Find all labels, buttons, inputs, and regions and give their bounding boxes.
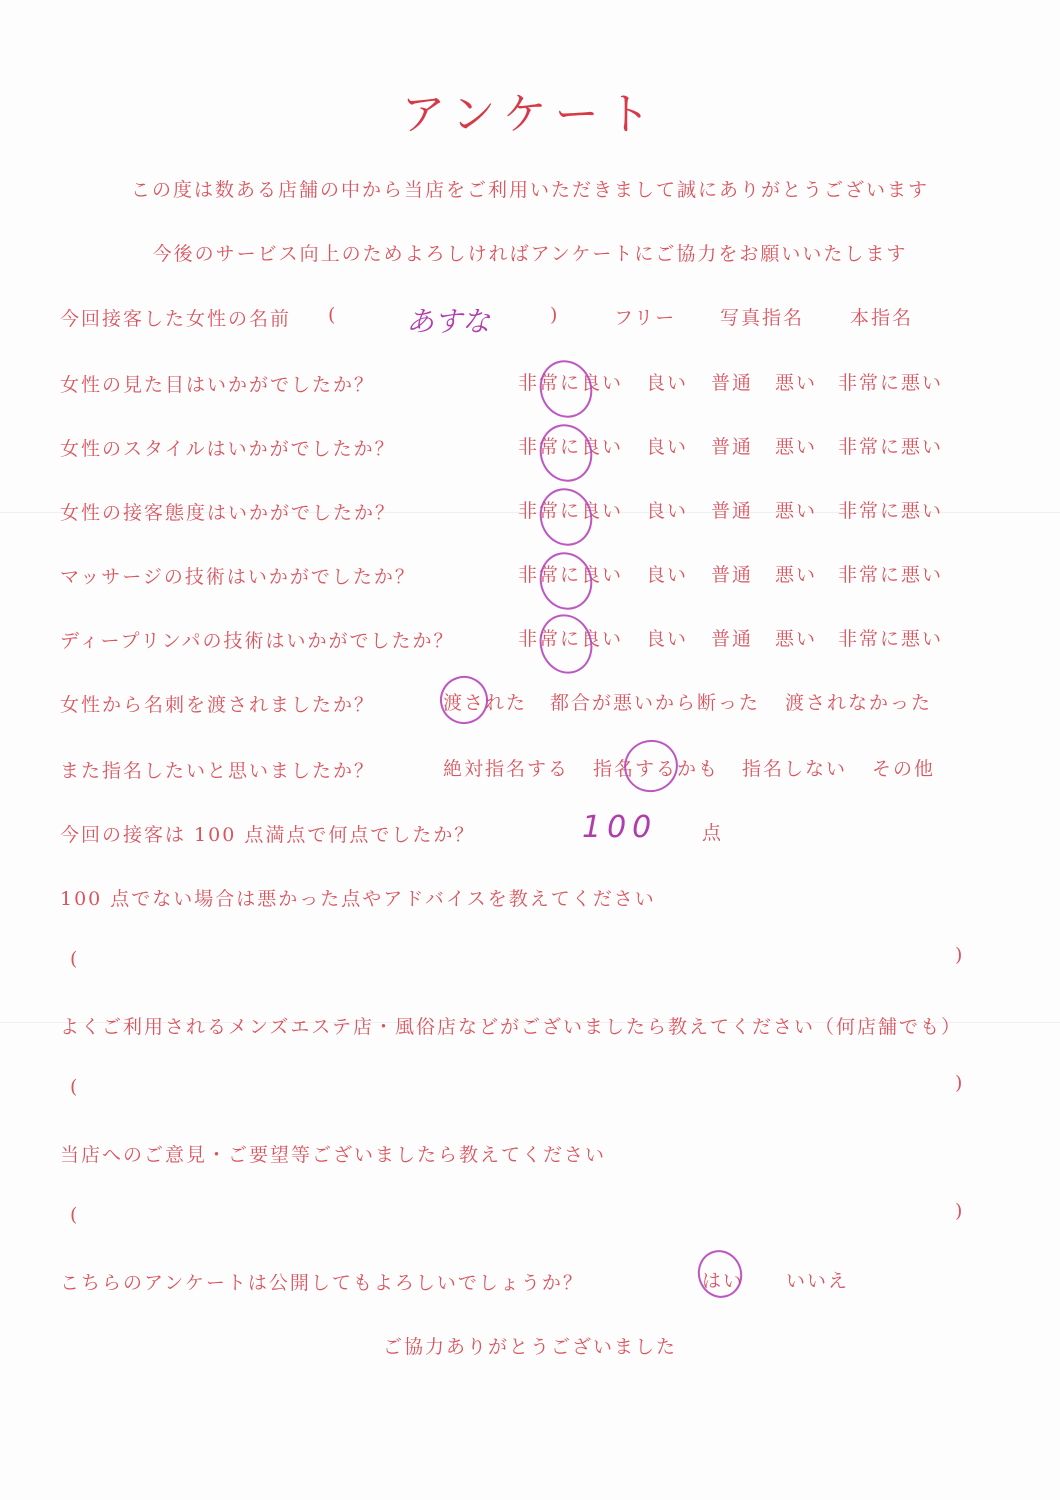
rating-question-style: 女性のスタイルはいかがでしたか？: [60, 438, 396, 460]
rating-option-average[interactable]: 普通: [711, 436, 754, 458]
rating-option-average[interactable]: 普通: [711, 500, 754, 522]
other-shops-close-paren: ): [955, 1072, 963, 1094]
business-card-question: 女性から名刺を渡されましたか？: [60, 694, 376, 716]
opinions-open-paren: (: [70, 1204, 78, 1226]
rating-option-good[interactable]: 良い: [646, 436, 689, 458]
option-not-received[interactable]: 渡されなかった: [785, 692, 933, 714]
rating-option-good[interactable]: 良い: [646, 500, 689, 522]
option-received[interactable]: 渡された: [443, 692, 528, 714]
selection-circle: [532, 417, 599, 488]
rating-option-very-good[interactable]: 非常に良い: [518, 500, 624, 522]
rating-question-deep-lymph: ディープリンパの技術はいかがでしたか？: [60, 630, 455, 652]
rating-option-very-good[interactable]: 非常に良い: [518, 372, 624, 394]
selection-circle: [617, 733, 684, 799]
rating-question-appearance: 女性の見た目はいかがでしたか？: [60, 374, 376, 396]
rating-option-bad[interactable]: 悪い: [775, 628, 818, 650]
rating-question-massage: マッサージの技術はいかがでしたか？: [60, 566, 416, 588]
rating-option-very-good[interactable]: 非常に良い: [518, 628, 624, 650]
opinions-question: 当店へのご意見・ご要望等ございましたら教えてください: [60, 1144, 607, 1166]
rating-option-good[interactable]: 良い: [646, 628, 689, 650]
selection-circle: [532, 607, 600, 680]
closing-message: ご協力ありがとうございました: [382, 1336, 677, 1358]
rating-option-very-bad[interactable]: 非常に悪い: [838, 564, 944, 586]
selection-circle: [434, 670, 494, 730]
rating-option-average[interactable]: 普通: [711, 372, 754, 394]
advice-question: 100 点でない場合は悪かった点やアドバイスを教えてください: [60, 888, 656, 910]
score-unit: 点: [702, 822, 724, 844]
option-maybe[interactable]: 指名するかも: [593, 758, 720, 780]
option-other[interactable]: その他: [872, 758, 936, 780]
staff-name-close-paren: ): [550, 304, 558, 326]
rating-option-very-bad[interactable]: 非常に悪い: [838, 372, 944, 394]
rating-option-very-bad[interactable]: 非常に悪い: [838, 500, 944, 522]
rating-option-very-bad[interactable]: 非常に悪い: [838, 628, 944, 650]
intro-line-1: この度は数ある店舗の中から当店をご利用いただきまして誠にありがとうございます: [130, 179, 929, 201]
rating-option-good[interactable]: 良い: [646, 564, 689, 586]
page-title: アンケート: [401, 89, 659, 140]
option-photo-nomination[interactable]: 写真指名: [720, 307, 805, 329]
staff-name-question: 今回接客した女性の名前: [60, 308, 292, 330]
intro-line-2: 今後のサービス向上のためよろしければアンケートにご協力をお願いいたします: [152, 243, 908, 265]
rating-option-very-bad[interactable]: 非常に悪い: [838, 436, 944, 458]
score-question: 今回の接客は 100 点満点で何点でしたか？: [60, 824, 476, 846]
repeat-question: また指名したいと思いましたか？: [60, 760, 376, 782]
rating-option-very-good[interactable]: 非常に良い: [518, 436, 624, 458]
option-declined[interactable]: 都合が悪いから断った: [550, 692, 761, 714]
selection-circle: [532, 481, 599, 552]
option-yes[interactable]: はい: [702, 1270, 745, 1292]
other-shops-open-paren: (: [70, 1076, 78, 1098]
staff-name-handwritten[interactable]: あすな: [406, 305, 491, 338]
opinions-close-paren: ): [955, 1200, 963, 1222]
rating-option-bad[interactable]: 悪い: [775, 436, 818, 458]
rating-option-bad[interactable]: 悪い: [775, 564, 818, 586]
publish-question: こちらのアンケートは公開してもよろしいでしょうか？: [60, 1272, 584, 1294]
option-free[interactable]: フリー: [614, 307, 677, 329]
staff-name-open-paren: (: [328, 304, 336, 326]
other-shops-question: よくご利用されるメンズエステ店・風俗店などがございましたら教えてください（何店舗でも）: [60, 1016, 963, 1038]
option-no[interactable]: いいえ: [786, 1270, 850, 1292]
selection-circle: [532, 545, 599, 616]
option-no[interactable]: 指名しない: [742, 758, 848, 780]
rating-option-good[interactable]: 良い: [646, 372, 689, 394]
rating-question-attitude: 女性の接客態度はいかがでしたか？: [60, 502, 397, 524]
rating-option-average[interactable]: 普通: [711, 628, 754, 650]
selection-circle: [532, 353, 599, 424]
option-definitely[interactable]: 絶対指名する: [443, 758, 570, 780]
selection-circle: [692, 1244, 749, 1303]
rating-option-very-good[interactable]: 非常に良い: [518, 564, 624, 586]
rating-option-average[interactable]: 普通: [711, 564, 754, 586]
advice-close-paren: ): [955, 944, 963, 966]
option-regular-nomination[interactable]: 本指名: [850, 307, 914, 329]
score-handwritten[interactable]: 100: [582, 810, 658, 845]
rating-option-bad[interactable]: 悪い: [775, 500, 818, 522]
advice-open-paren: (: [70, 948, 78, 970]
rating-option-bad[interactable]: 悪い: [775, 372, 818, 394]
